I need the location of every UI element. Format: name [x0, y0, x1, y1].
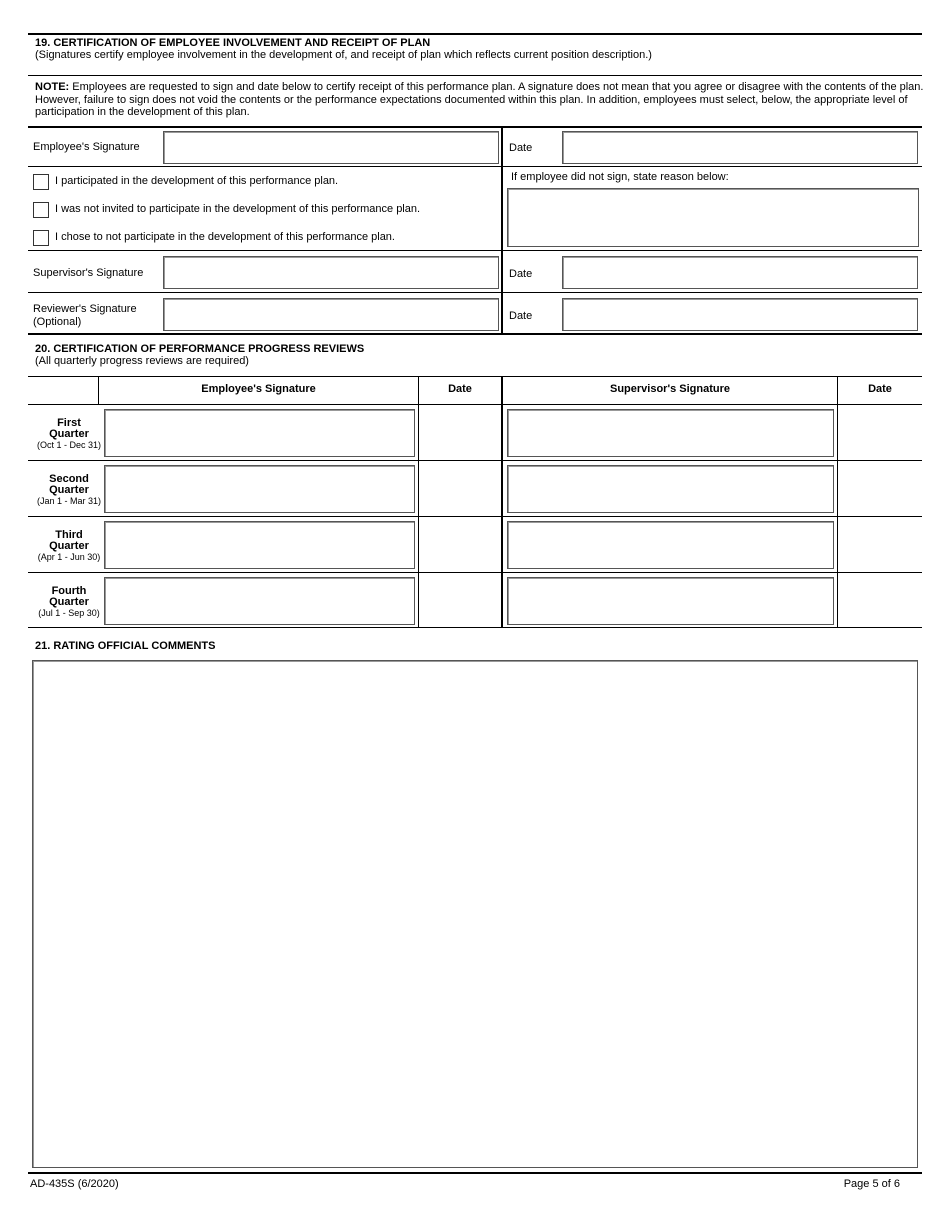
quarter-word: Quarter — [49, 596, 89, 608]
supervisor-signature-label: Supervisor's Signature — [33, 267, 144, 279]
reviewer-optional-label: (Optional) — [33, 316, 82, 328]
chose-not-checkbox[interactable] — [33, 230, 49, 246]
reviewer-signature-label: Reviewer's Signature — [33, 303, 137, 315]
reason-field[interactable] — [507, 188, 919, 247]
page-number: Page 5 of 6 — [843, 1178, 900, 1190]
employee-signature-field[interactable] — [163, 131, 499, 164]
quarter-word: Quarter — [49, 428, 89, 440]
form-id: AD-435S (6/2020) — [30, 1178, 119, 1190]
employee-signature-label: Employee's Signature — [33, 141, 140, 153]
quarter-word: Quarter — [49, 484, 89, 496]
section20-subtitle: (All quarterly progress reviews are required) — [35, 355, 249, 367]
employee-date-field[interactable] — [562, 131, 918, 164]
q1-supervisor-signature-field[interactable] — [507, 409, 834, 457]
participated-label: I participated in the development of this performance plan. — [55, 175, 339, 187]
reviewer-date-label: Date — [509, 310, 533, 322]
q2-employee-signature-field[interactable] — [104, 465, 415, 513]
supervisor-signature-field[interactable] — [163, 256, 499, 289]
section19-note — [35, 81, 923, 119]
q1-employee-signature-field[interactable] — [104, 409, 415, 457]
header-employee-signature: Employee's Signature — [201, 383, 316, 395]
header-date-2: Date — [868, 383, 892, 395]
q3-supervisor-signature-field[interactable] — [507, 521, 834, 569]
reason-label: If employee did not sign, state reason below: — [511, 171, 729, 183]
quarter-word: Quarter — [49, 540, 89, 552]
quarter-label-third — [30, 530, 108, 563]
supervisor-date-label: Date — [509, 268, 533, 280]
reviewer-date-field[interactable] — [562, 298, 918, 331]
section19-subtitle: (Signatures certify employee involvement in the development of, and receipt of plan which reflects current position description.) — [35, 49, 652, 61]
header-supervisor-signature: Supervisor's Signature — [610, 383, 730, 395]
q4-employee-signature-field[interactable] — [104, 577, 415, 625]
not-invited-checkbox[interactable] — [33, 202, 49, 218]
quarter-name: Third — [55, 529, 83, 541]
reviewer-signature-field[interactable] — [163, 298, 499, 331]
q4-supervisor-signature-field[interactable] — [507, 577, 834, 625]
chose-not-label: I chose to not participate in the development of this performance plan. — [55, 231, 395, 243]
quarter-label-first — [30, 418, 108, 451]
not-invited-label: I was not invited to participate in the development of this performance plan. — [55, 203, 421, 215]
quarter-label-second — [30, 474, 108, 507]
participated-checkbox[interactable] — [33, 174, 49, 190]
note-line1: Employees are requested to sign and date below to certify receipt of this performance plan. A signature does not mean that you agree or disagree with the contents of the plan. — [69, 81, 924, 93]
quarter-name: Fourth — [51, 585, 87, 597]
q3-employee-signature-field[interactable] — [104, 521, 415, 569]
section20-title: 20. CERTIFICATION OF PERFORMANCE PROGRESS REVIEWS — [35, 343, 365, 355]
quarter-range: (Jul 1 - Sep 30) — [38, 608, 100, 618]
header-date-1: Date — [448, 383, 472, 395]
employee-date-label: Date — [509, 142, 533, 154]
quarter-name: First — [57, 417, 81, 429]
note-line2: However, failure to sign does not void the contents or the performance expectations documented within this plan. In addition, employees must select, below, the appropriate level of — [35, 93, 908, 106]
section21-title: 21. RATING OFFICIAL COMMENTS — [35, 640, 216, 652]
quarter-range: (Oct 1 - Dec 31) — [36, 440, 101, 450]
supervisor-date-field[interactable] — [562, 256, 918, 289]
rating-official-comments-field[interactable] — [32, 660, 918, 1168]
note-line3: participation in the development of this plan. — [35, 106, 250, 118]
quarter-range: (Apr 1 - Jun 30) — [37, 552, 101, 562]
quarter-range: (Jan 1 - Mar 31) — [36, 496, 102, 506]
q2-supervisor-signature-field[interactable] — [507, 465, 834, 513]
quarter-name: Second — [49, 473, 89, 485]
note-label: NOTE: — [35, 81, 70, 93]
section19-title: 19. CERTIFICATION OF EMPLOYEE INVOLVEMENT AND RECEIPT OF PLAN — [35, 37, 431, 49]
quarter-label-fourth — [30, 586, 108, 619]
